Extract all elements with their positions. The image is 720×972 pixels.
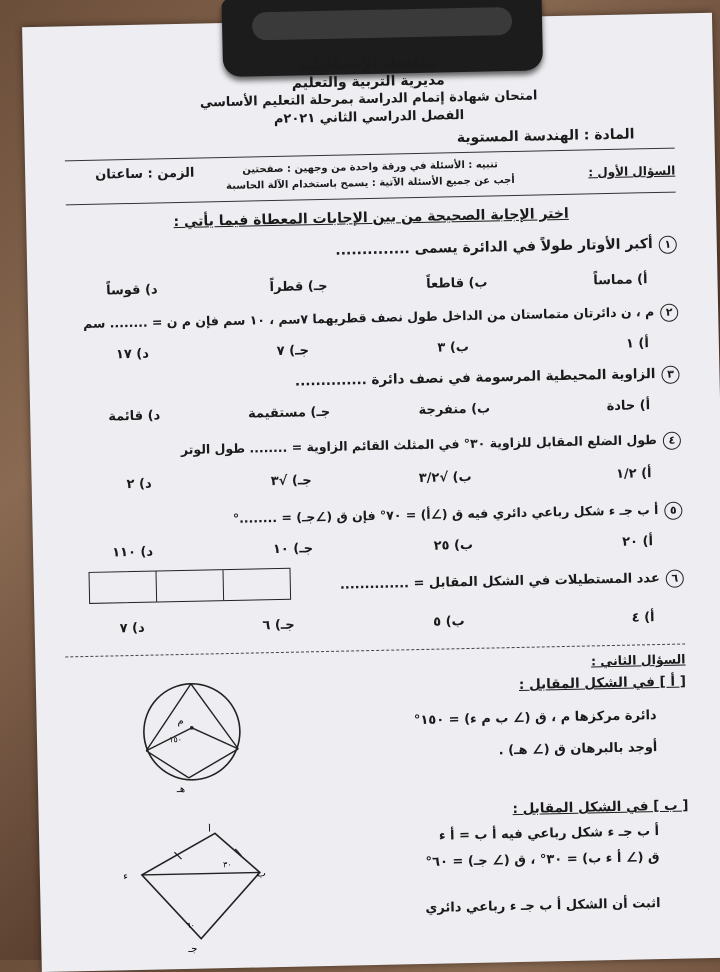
option-c[interactable]: جـ) قطراً <box>269 278 328 296</box>
fig2-right-label: ب <box>256 868 266 880</box>
option-a[interactable]: أ) ٤ <box>631 610 655 626</box>
q1-item-4 <box>181 432 681 460</box>
q1-item-6 <box>340 569 684 594</box>
q2-part-b-label: [ ب ] في الشكل المقابل : <box>512 797 689 818</box>
item-text: طول الضلع المقابل للزاوية ٣٠° في المثلث القائم الزاوية = ........ طول الوتر <box>180 432 658 457</box>
option-a[interactable]: أ) مماساً <box>593 272 648 289</box>
option-a[interactable]: أ) ٢٠ <box>622 534 654 550</box>
header-governorate: محافظة الإسماعيلية <box>298 54 438 74</box>
exam-paper <box>22 13 720 972</box>
option-b[interactable]: ب) ٣ <box>437 339 470 356</box>
header-exam: امتحان شهادة إتمام الدراسة بمرحلة التعليم الأساسي <box>199 88 538 111</box>
q2-part-b-line2: ق (∠ أ ء ب) = ٣٠° ، ق (∠ جـ) = ٦٠° <box>425 850 660 870</box>
q1-item-1-options <box>47 271 687 306</box>
item-number-badge: ٦ <box>666 569 684 587</box>
fig2-bottom-label: جـ <box>188 943 198 955</box>
header-note2: أجب عن جميع الأسئلة الآتية : يسمح باستخدام الآلة الحاسبة <box>225 174 515 192</box>
fig1-bottom-label: هـ <box>176 783 186 796</box>
circle-figure <box>131 675 253 795</box>
header-subject: المادة : الهندسة المستوية <box>456 126 635 147</box>
option-d[interactable]: د) ٢ <box>126 476 152 493</box>
option-b[interactable]: ب) ٥ <box>433 614 465 630</box>
fig1-center-label: م <box>177 715 184 728</box>
q2-title: السؤال الثاني : <box>590 651 686 669</box>
q2-part-b-line1: أ ب جـ ء شكل رباعي فيه أ ب = أ ء <box>438 824 660 844</box>
item-text: أكبر الأوتار طولاً في الدائرة يسمى .............. <box>335 236 653 259</box>
item-text: الزاوية المحيطية المرسومة في نصف دائرة .............. <box>294 366 656 390</box>
option-b[interactable]: ب) √٣/٢ <box>418 469 472 487</box>
option-b[interactable]: ب) ٢٥ <box>433 537 474 554</box>
rectangles-figure <box>88 568 291 604</box>
option-d[interactable]: د) ١٧ <box>115 346 150 363</box>
item-number-badge: ٣ <box>661 366 679 384</box>
option-d[interactable]: د) قائمة <box>108 408 161 425</box>
option-b[interactable]: ب) قاطعاً <box>426 275 488 292</box>
q2-part-a-line2: أوجد بالبرهان ق (∠ هـ) . <box>498 740 658 759</box>
item-number-badge: ٢ <box>660 304 678 322</box>
option-a[interactable]: أ) ١/٢ <box>615 466 652 482</box>
q1-item-4-options <box>52 465 692 500</box>
header-time: الزمن : ساعتان <box>95 165 195 183</box>
fig2-top-label: أ <box>208 823 212 835</box>
q1-title: السؤال الأول : <box>588 163 676 180</box>
option-a[interactable]: أ) ١ <box>625 336 649 352</box>
option-a[interactable]: أ) حادة <box>606 398 651 415</box>
document-content <box>22 13 720 972</box>
item-number-badge: ٥ <box>664 502 682 520</box>
q1-item-5-options <box>53 533 693 568</box>
fig1-angle-label: ١٥٠ <box>169 735 183 745</box>
quadrilateral-figure <box>119 822 282 955</box>
q1-item-5 <box>233 502 683 529</box>
q1-item-3 <box>295 366 680 392</box>
option-c[interactable]: جـ) ٧ <box>276 343 310 359</box>
q1-item-2 <box>83 304 678 334</box>
item-number-badge: ٤ <box>663 432 681 450</box>
fig2-left-label: ء <box>123 871 129 883</box>
item-text: أ ب جـ ء شكل رباعي دائري فيه ق (∠أ) = ٧٠° فإن ق (∠جـ) = ........° <box>232 502 659 526</box>
option-c[interactable]: جـ) مستقيمة <box>247 404 331 422</box>
option-c[interactable]: جـ) ٦ <box>262 617 295 634</box>
option-b[interactable]: ب) منفرجة <box>418 401 491 419</box>
q2-part-a-label: [ أ ] في الشكل المقابل : <box>518 673 687 693</box>
header-term: الفصل الدراسي الثاني ٢٠٢١م <box>273 107 465 127</box>
q1-instruction: اختر الإجابة الصحيحة من بين الإجابات المعطاة فيما يأتي : <box>173 205 569 231</box>
option-d[interactable]: د) ١١٠ <box>111 544 154 561</box>
option-d[interactable]: د) ٧ <box>119 620 145 637</box>
q2-part-b-line3: اثبت أن الشكل أ ب جـ ء رباعي دائري <box>425 896 661 916</box>
item-number-badge: ١ <box>659 236 677 254</box>
q1-item-2-options <box>49 335 689 370</box>
item-text: م ، ن دائرتان متماستان من الداخل طول نصف قطريهما ٧سم ، ١٠ سم فإن م ن = ........ سم <box>83 304 655 332</box>
item-text: عدد المستطيلات في الشكل المقابل = .............. <box>339 570 660 593</box>
q1-item-6-options <box>55 609 695 644</box>
header-note1: تنبيه : الأسئلة في ورقة واحدة من وجهين : صفحتين <box>242 159 498 176</box>
option-c[interactable]: جـ) ١٠ <box>272 541 314 558</box>
q1-item-3-options <box>50 397 690 432</box>
fig2-angle-top: ٣٠ <box>222 860 232 870</box>
option-d[interactable]: د) قوساً <box>105 282 158 299</box>
fig2-angle-bottom: ٦٠ <box>186 920 196 930</box>
q1-item-1 <box>335 236 677 261</box>
header-directorate: مديرية التربية والتعليم <box>291 72 445 92</box>
q2-part-a-line1: دائرة مركزها م ، ق (∠ ب م ء) = ١٥٠° <box>413 708 657 729</box>
option-c[interactable]: جـ) √٣ <box>270 473 312 490</box>
